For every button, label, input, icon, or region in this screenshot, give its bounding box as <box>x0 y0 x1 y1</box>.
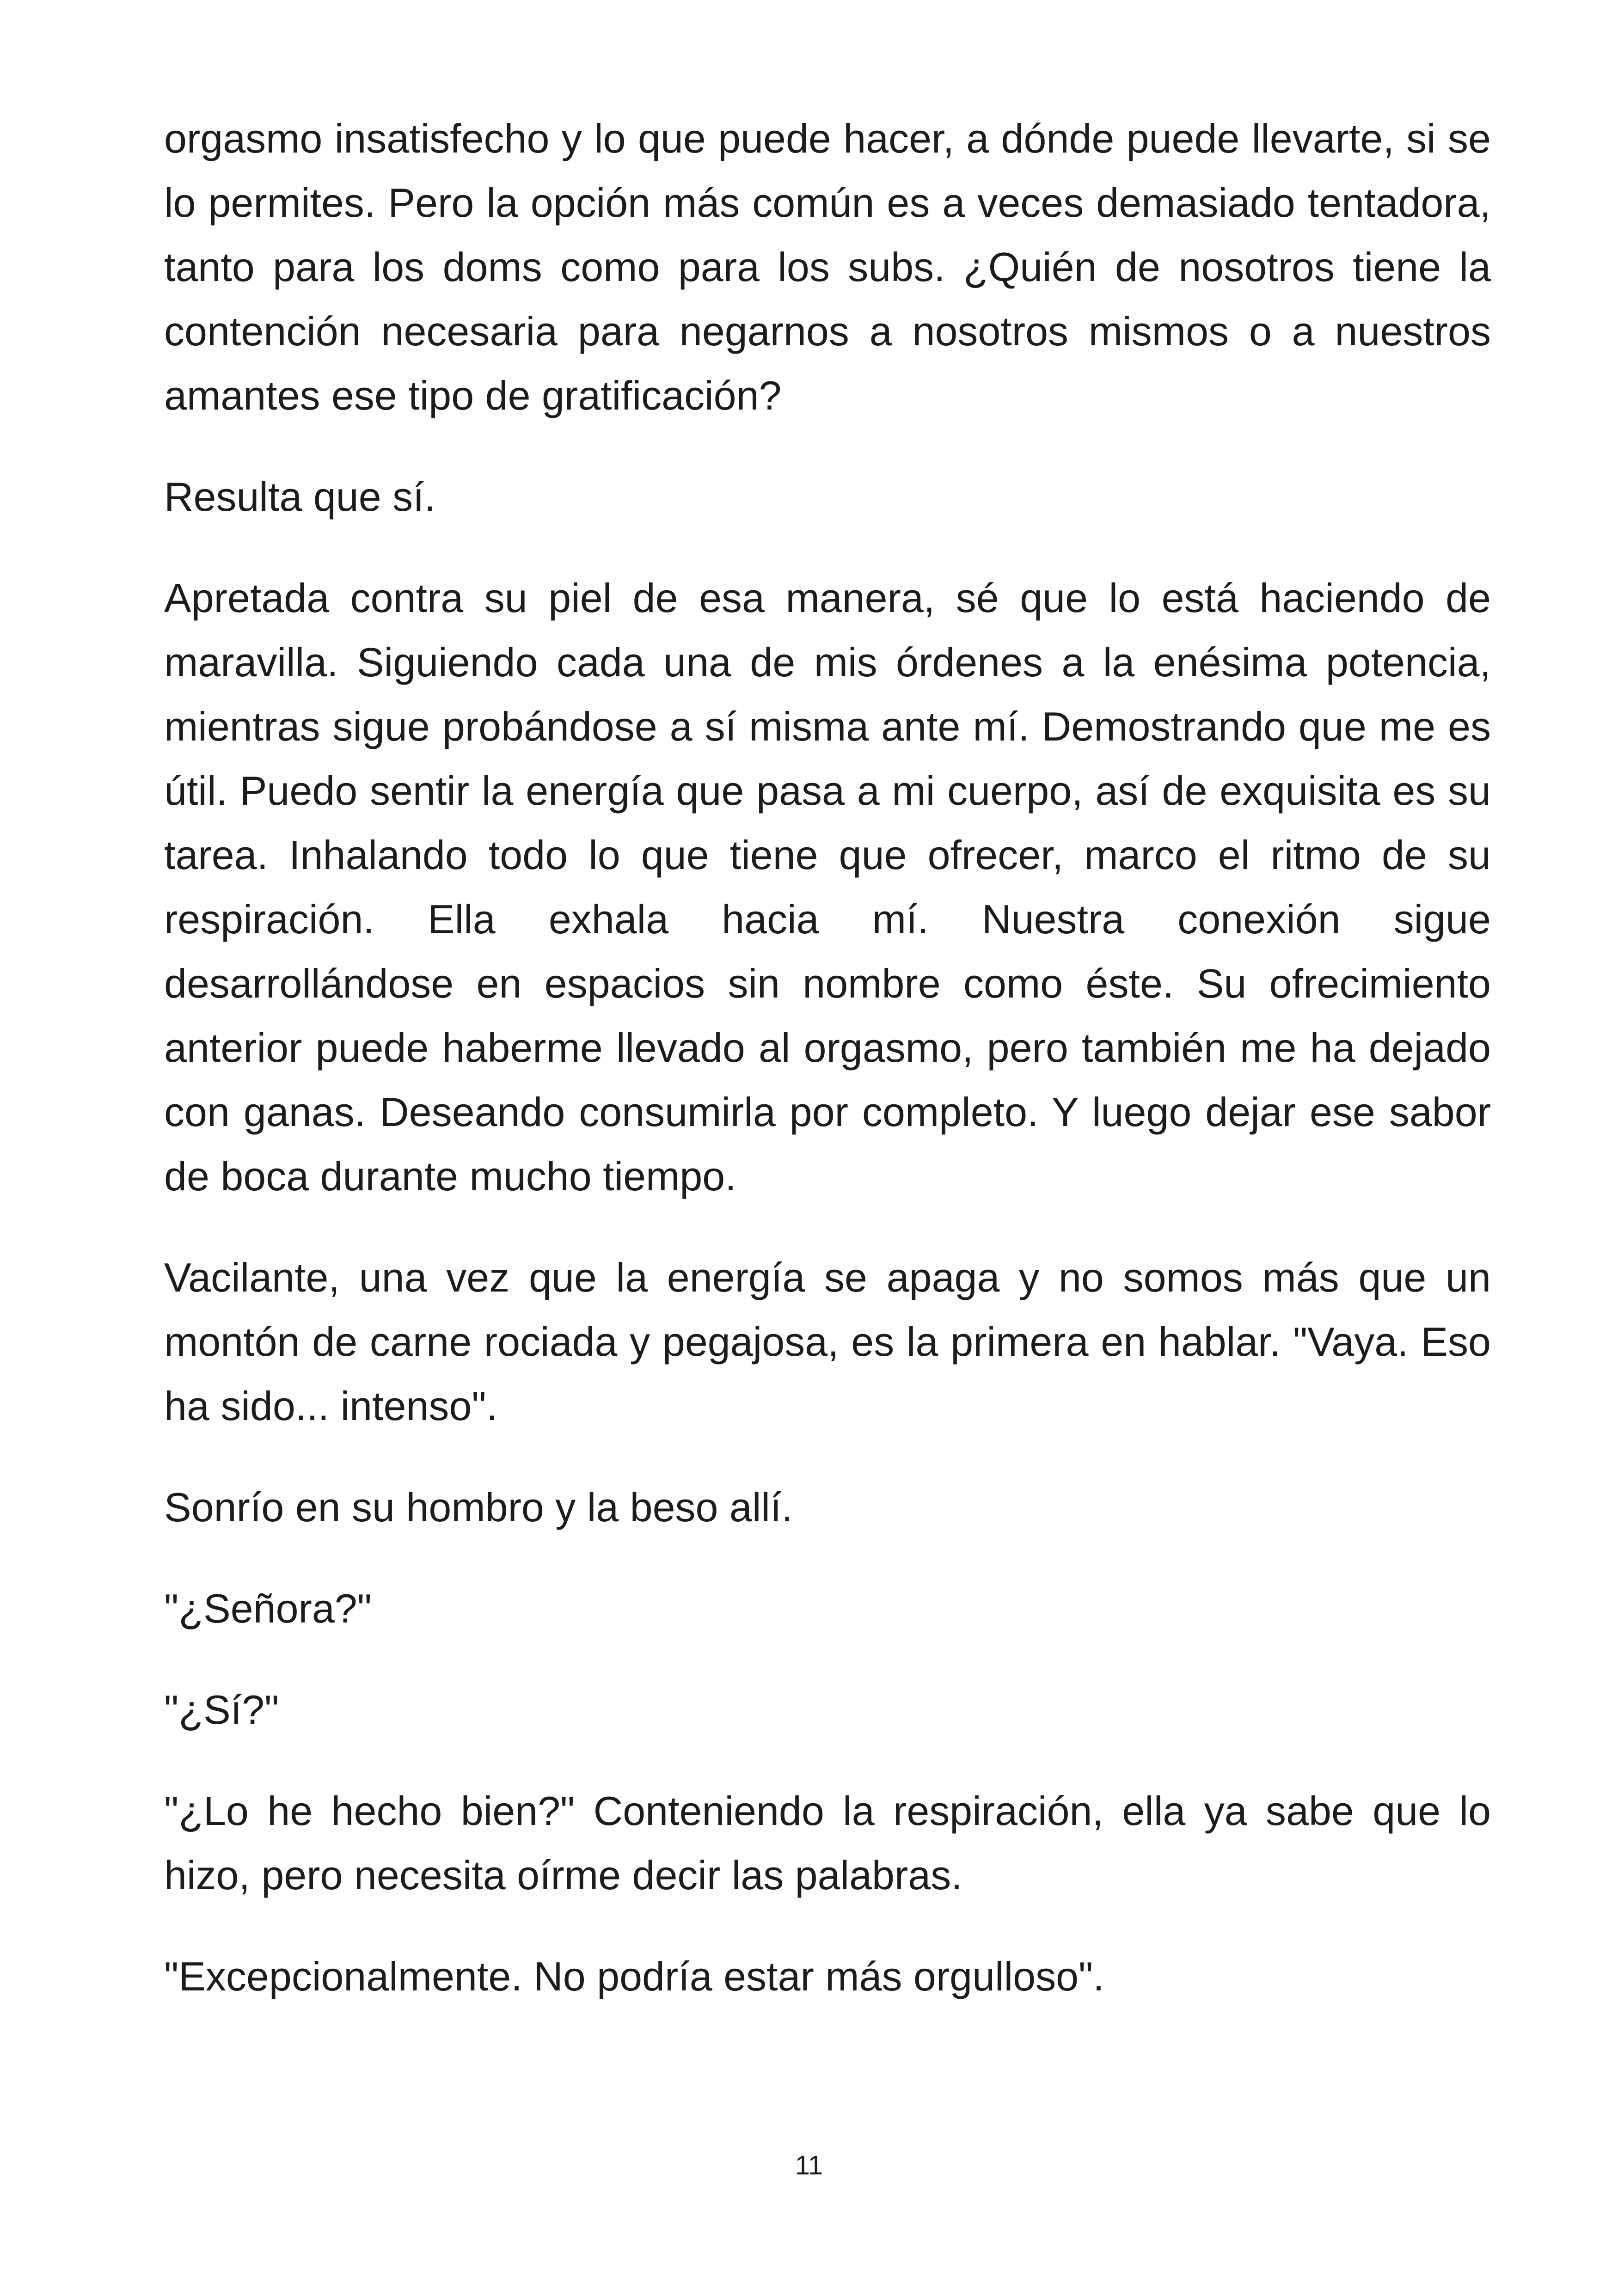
paragraph-8: "¿Lo he hecho bien?" Conteniendo la respiración, ella ya sabe que lo hizo, pero necesita oírme decir las palabras. <box>164 1788 1491 1898</box>
paragraph-9: "Excepcionalmente. No podría estar más orgulloso". <box>164 1953 1104 1999</box>
paragraph-7: "¿Sí?" <box>164 1687 279 1733</box>
body-text <box>164 106 1491 2045</box>
paragraph-4: Vacilante, una vez que la energía se apaga y no somos más que un montón de carne rociada y pegajosa, es la primera en hablar. "Vaya. Eso ha sido... intenso". <box>164 1255 1491 1429</box>
paragraph-1: orgasmo insatisfecho y lo que puede hacer, a dónde puede llevarte, si se lo permites. Pero la opción más común es a veces demasiado tentadora, tanto para los doms como para los subs. ¿Quién de nosotros tiene la contención necesaria para negarnos a nosotros mismos o a nuestros amantes ese tipo de gratificación? <box>164 116 1491 418</box>
paragraph-5: Sonrío en su hombro y la beso allí. <box>164 1484 793 1530</box>
paragraph-3: Apretada contra su piel de esa manera, sé que lo está haciendo de maravilla. Siguiendo cada una de mis órdenes a la enésima potencia, mientras sigue probándose a sí misma ante mí. Demostrando que me es útil. Puedo sentir la energía que pasa a mi cuerpo, así de exquisita es su tarea. Inhalando todo lo que tiene que ofrecer, marco el ritmo de su respiración. Ella exhala hacia mí. Nuestra conexión sigue desarrollándose en espacios sin nombre como éste. Su ofrecimiento anterior puede haberme llevado al orgasmo, pero también me ha dejado con ganas. Deseando consumirla por completo. Y luego dejar ese sabor de boca durante mucho tiempo. <box>164 575 1491 1199</box>
paragraph-6: "¿Señora?" <box>164 1586 372 1631</box>
page-number: 11 <box>795 2150 823 2180</box>
paragraph-2: Resulta que sí. <box>164 474 435 520</box>
